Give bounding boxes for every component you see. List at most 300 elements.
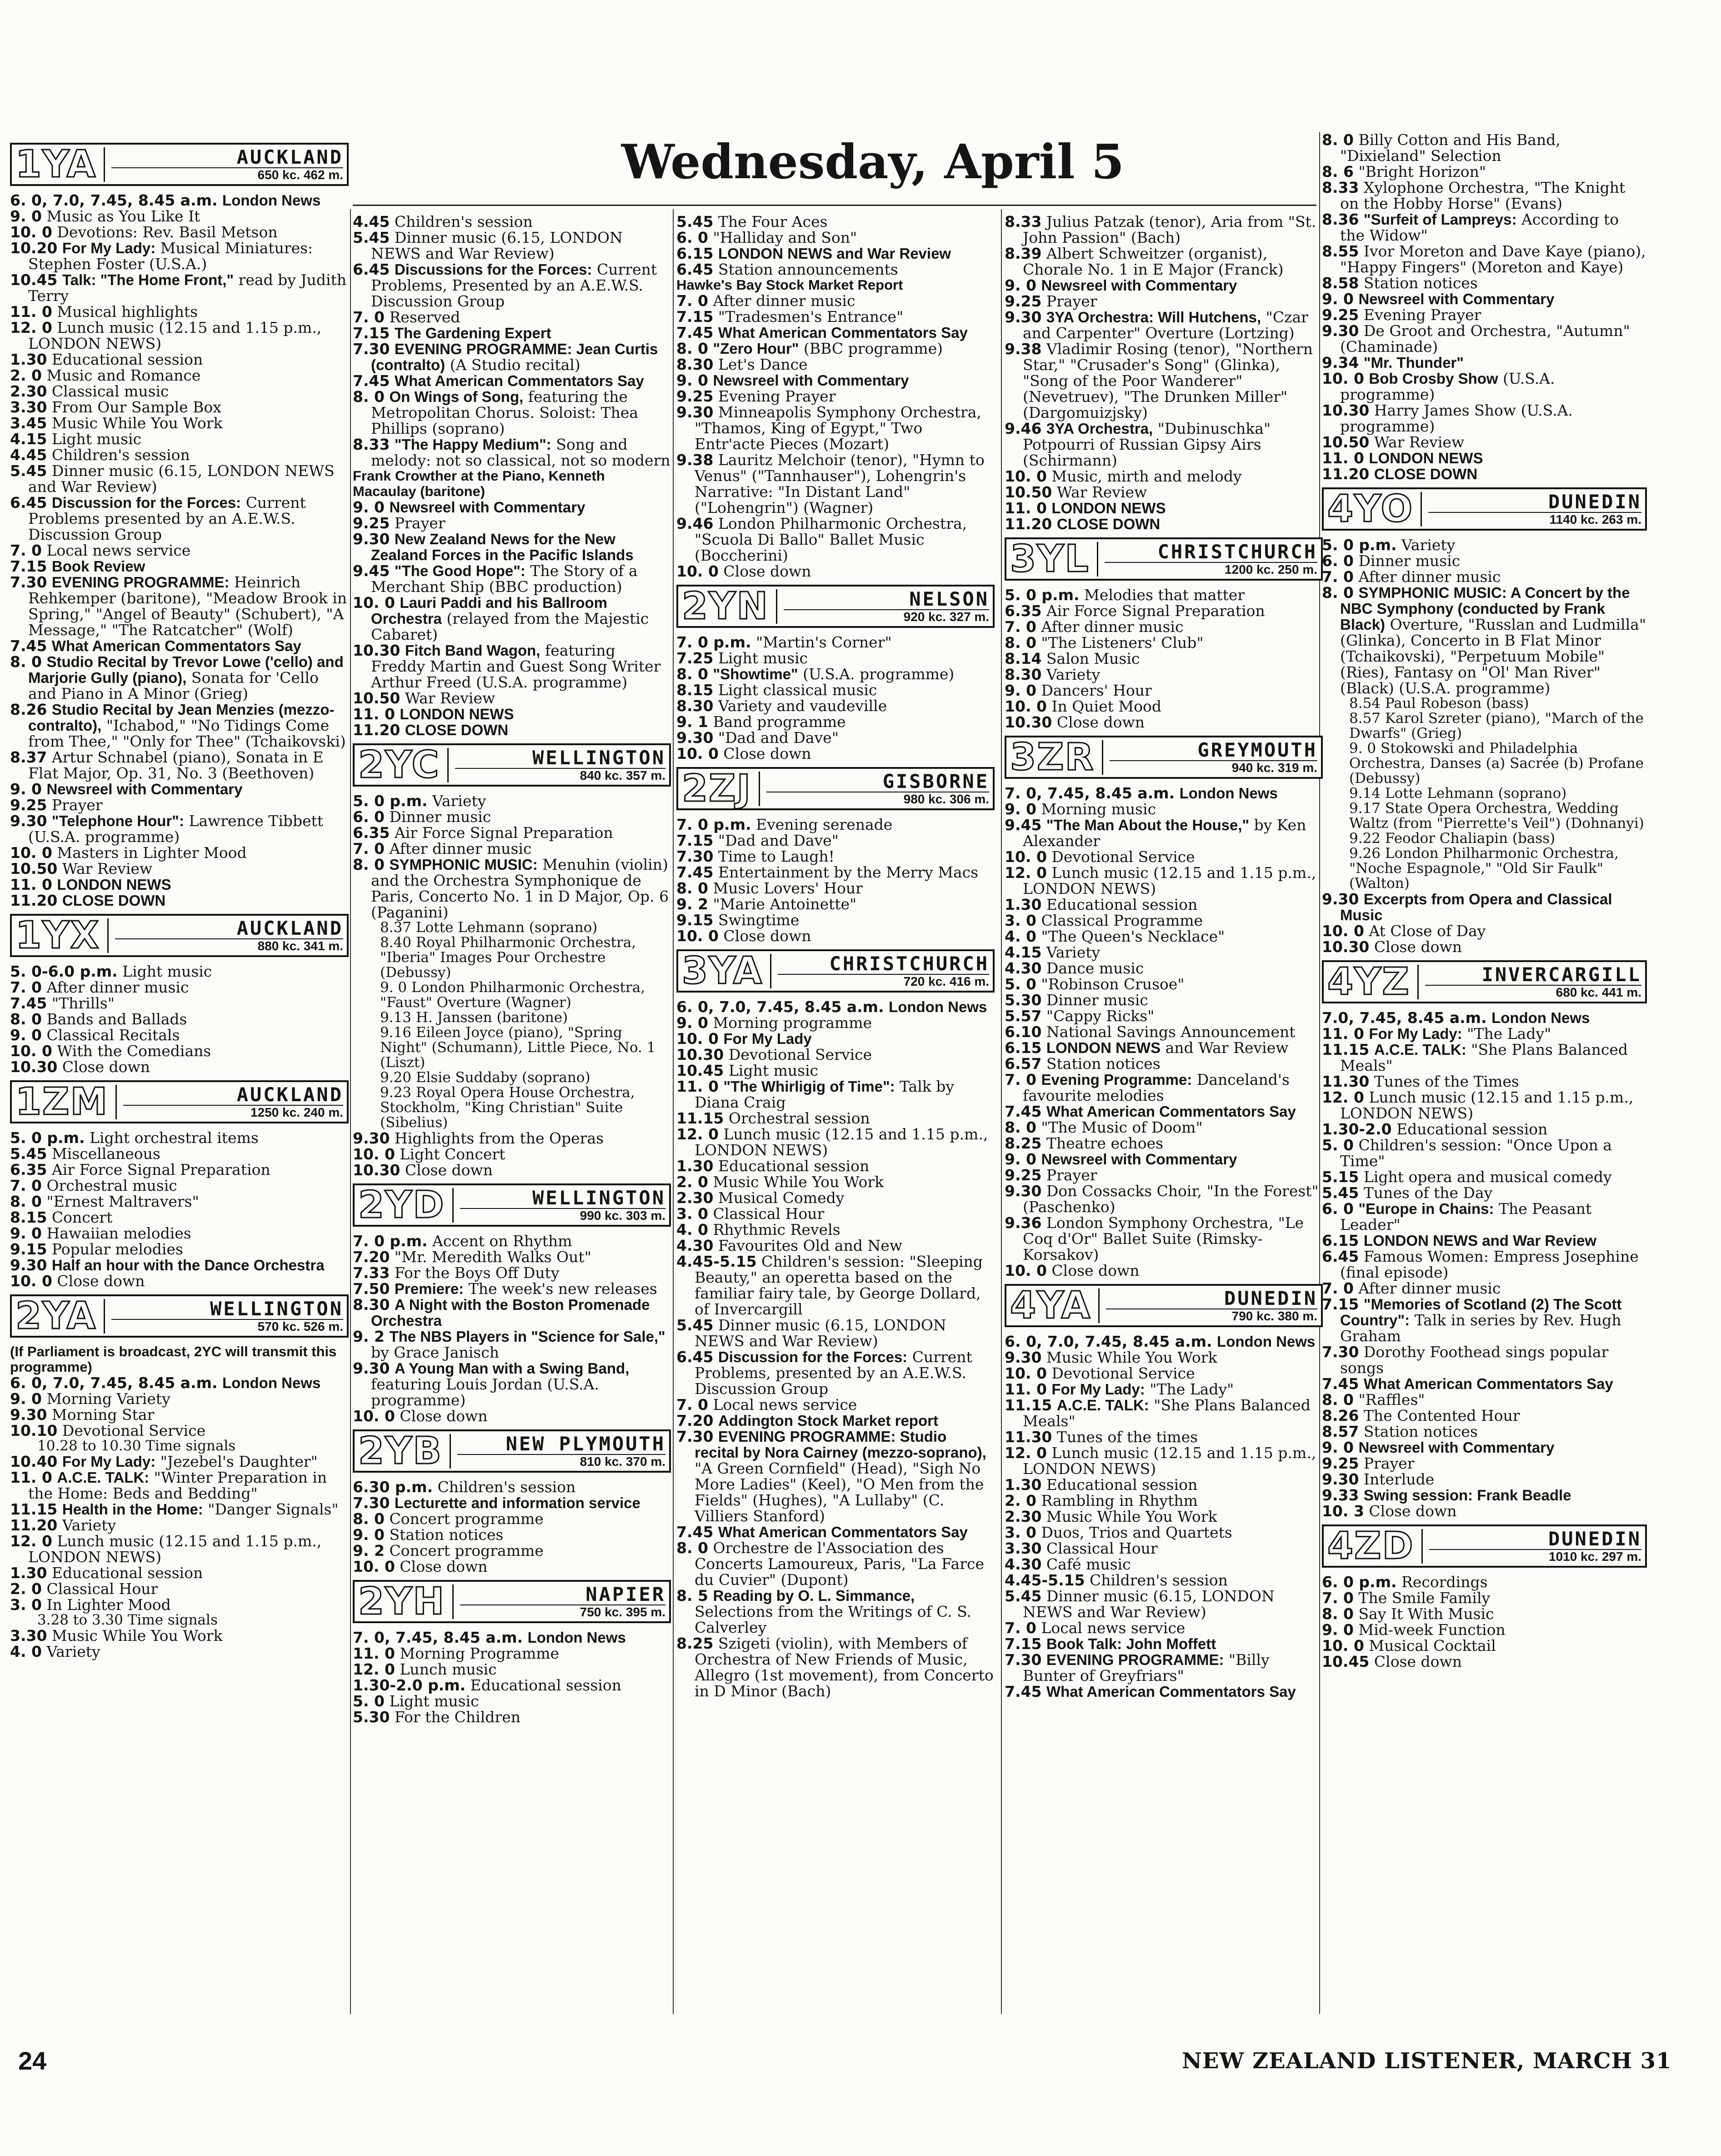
entry-highlight: "Telephone Hour": <box>51 812 184 829</box>
entry-text: "The Lady" <box>1150 1380 1234 1398</box>
station-info <box>104 1299 343 1334</box>
schedule-entry <box>1005 1445 1323 1477</box>
entry-time: 10.50 <box>353 689 400 707</box>
entry-highlight: LONDON NEWS <box>1051 500 1166 516</box>
entry-time: 9. 2 <box>353 1328 385 1345</box>
station-banner <box>353 743 671 787</box>
schedule-entry <box>10 781 349 797</box>
entry-text: Morning Star <box>51 1406 155 1424</box>
entry-time: 9.30 <box>353 530 390 548</box>
schedule-entry <box>1005 603 1323 619</box>
entry-highlight: What American Commentators Say <box>1046 1683 1296 1700</box>
schedule-entry <box>1005 635 1323 651</box>
schedule-entry <box>10 1146 349 1162</box>
entry-time: 7. 0 <box>1005 1071 1036 1088</box>
entry-text: Music Lovers' Hour <box>713 879 863 897</box>
entry-highlight: The Gardening Expert <box>394 325 551 341</box>
entry-text: Variety <box>432 792 486 810</box>
schedule-entry <box>1005 1493 1323 1509</box>
entry-time: 9.33 <box>1322 1486 1359 1504</box>
entry-time: 7.20 <box>353 1248 390 1266</box>
entry-highlight: London News <box>1491 1009 1590 1026</box>
entry-highlight: LONDON NEWS and War Review <box>718 245 951 262</box>
entry-highlight: EVENING PROGRAMME: Studio recital by Nora Cairney (mezzo-soprano), <box>695 1428 986 1461</box>
entry-time: 8. 0 <box>1005 634 1036 652</box>
entry-time: 9.46 <box>1005 420 1042 437</box>
schedule-subitem: 9.14 Lotte Lehmann (soprano) <box>1349 785 1567 802</box>
station-city: DUNEDIN <box>1224 1287 1317 1309</box>
entry-highlight: 3YA Orchestra, <box>1046 420 1153 437</box>
schedule-entry <box>353 261 671 309</box>
entry-time: 10.50 <box>10 860 58 877</box>
station-city: DUNEDIN <box>1548 1527 1641 1550</box>
station-info <box>1417 965 1641 999</box>
entry-time: 10. 0 <box>353 1558 395 1575</box>
schedule-subitem: 9.16 Eileen Joyce (piano), "Spring Night" (Schumann), Little Piece, No. 1 (Liszt) <box>380 1024 656 1071</box>
entry-time: 7. 0 p.m. <box>353 1232 428 1250</box>
entry-time: 7.45 <box>676 324 714 341</box>
entry-time: 9.36 <box>1005 1214 1042 1232</box>
schedule-entry <box>1005 682 1323 698</box>
entry-text: Educational session <box>1046 896 1198 913</box>
entry-time: 10. 0 <box>1322 922 1364 940</box>
entry-time: 1.30 <box>676 1157 714 1175</box>
station-info <box>770 954 989 988</box>
entry-text: Local news service <box>713 1396 857 1414</box>
entry-highlight: "Europe in Chains: <box>1358 1200 1494 1217</box>
entry-text: Overture, "Russlan and Ludmilla" (Glinka), Concerto in B Flat Minor (Tchaikovski), "Perpetuum Mobile" (Ries), Fantasy on "Ol' Man River" (Black) (U.S.A. programme) <box>1340 616 1646 697</box>
station-callsign: 1YX <box>15 913 100 957</box>
schedule-entry <box>1005 1381 1323 1397</box>
entry-time: 4.45-5.15 <box>1005 1571 1085 1589</box>
entry-text: "Mr. Meredith Walks Out" <box>394 1248 591 1266</box>
schedule-entry <box>1005 1103 1323 1119</box>
entry-time: 3. 0 <box>1005 1524 1036 1541</box>
schedule-entry <box>1322 164 1647 180</box>
schedule-entry <box>1005 500 1323 516</box>
entry-time: 10. 3 <box>1322 1502 1364 1520</box>
entry-time: 11.20 <box>10 892 58 909</box>
schedule-entry <box>353 1249 671 1265</box>
entry-text: "Danger Signals" <box>208 1500 339 1518</box>
entry-time: 4.30 <box>1005 1555 1042 1573</box>
station-banner <box>1005 537 1323 581</box>
entry-time: 10.50 <box>1005 483 1052 501</box>
entry-text: Recordings <box>1401 1573 1488 1591</box>
entry-highlight: For My Lady: <box>62 240 156 256</box>
entry-time: 6.15 <box>676 245 714 262</box>
entry-time: 5. 0 p.m. <box>1322 536 1397 554</box>
entry-time: 11. 0 <box>1005 1380 1047 1398</box>
entry-text: featuring Freddy Martin and Guest Song Writer Arthur Freed (U.S.A. programme) <box>371 642 661 691</box>
schedule-subitem: 9.17 State Opera Orchestra, Wedding Waltz (from "Pierrette's Veil") (Dohnanyi) <box>1349 800 1644 832</box>
schedule-entry <box>676 880 995 896</box>
schedule-entry <box>676 817 995 832</box>
entry-time: 7. 0 <box>353 308 385 326</box>
entry-time: 10. 0 <box>10 1272 52 1290</box>
entry-time: 5. 0 <box>353 1692 385 1710</box>
entry-time: 5.30 <box>1005 991 1042 1009</box>
entry-time: 8. 0 <box>1322 1391 1354 1409</box>
entry-time: 3.30 <box>10 1627 47 1645</box>
entry-time: 11.15 <box>1322 1041 1370 1058</box>
station-frequency: 680 kc. 441 m. <box>1425 985 1641 999</box>
schedule-entry <box>1322 1042 1647 1073</box>
header-rule <box>353 205 1316 206</box>
entry-time: 6.45 <box>1322 1248 1359 1265</box>
entry-text: Dinner music (6.15, LONDON NEWS and War Review) <box>28 462 335 496</box>
schedule-entry <box>353 690 671 706</box>
entry-time: 10. 0 <box>676 562 719 580</box>
entry-highlight: Bob Crosby Show <box>1369 370 1498 387</box>
entry-time: 10. 0 <box>1005 697 1047 715</box>
station-city: GISBORNE <box>882 770 989 792</box>
schedule-entry <box>1322 1503 1647 1519</box>
schedule-entry <box>1005 587 1323 603</box>
entry-time: 7.50 <box>353 1280 390 1298</box>
schedule-entry <box>10 1193 349 1209</box>
entry-text: After dinner music <box>46 978 189 996</box>
schedule-entry <box>1005 1540 1323 1556</box>
entry-text: Classical Hour <box>46 1580 158 1598</box>
schedule-entry <box>676 452 995 516</box>
entry-text: Music While You Work <box>1046 1349 1217 1366</box>
entry-text: With the Comedians <box>57 1042 211 1060</box>
schedule-entry <box>1322 1233 1647 1248</box>
schedule-entry <box>676 563 995 579</box>
entry-text: Ivor Moreton and Dave Kaye (piano), "Happy Fingers" (Moreton and Kaye) <box>1340 242 1646 276</box>
entry-time: 1.30-2.0 <box>1322 1120 1392 1138</box>
schedule-entry <box>1005 619 1323 635</box>
entry-text: Szigeti (violin), with Members of Orchestra of New Friends of Music, Allegro (1st movement), from Concerto in D Minor (Bach) <box>695 1635 994 1700</box>
schedule-entry <box>10 1257 349 1273</box>
schedule-entry <box>1005 1072 1323 1103</box>
entry-text: Time to Laugh! <box>718 847 835 865</box>
station-frequency: 840 kc. 357 m. <box>455 768 665 782</box>
entry-text: Variety <box>46 1643 100 1660</box>
schedule-entry <box>353 857 671 920</box>
entry-text: London Symphony Orchestra, "Le Coq d'Or" Ballet Suite (Rimsky-Korsakov) <box>1023 1214 1304 1264</box>
entry-text: After dinner music <box>1358 1279 1501 1297</box>
entry-text: Lunch music (12.15 and 1.15 p.m., LONDON NEWS) <box>28 1532 322 1566</box>
entry-text: In Quiet Mood <box>1051 697 1161 715</box>
schedule-entry <box>353 373 671 389</box>
entry-text: Devotional Service <box>728 1046 872 1063</box>
entry-time: 6.35 <box>353 824 390 842</box>
entry-time: 6.45 <box>10 494 47 511</box>
entry-time: 2.30 <box>676 1189 714 1207</box>
schedule-entry <box>10 1644 349 1660</box>
schedule-entry <box>10 861 349 877</box>
entry-time: 7.30 <box>10 573 47 591</box>
entry-text: "Halliday and Son" <box>713 229 857 246</box>
entry-text: "Raffles" <box>1358 1391 1425 1409</box>
entry-highlight: London News <box>1179 785 1278 802</box>
station-callsign: 3YA <box>682 949 763 993</box>
entry-text: Concert programme <box>389 1542 544 1559</box>
entry-text: Minneapolis Symphony Orchestra, "Thamos, King of Egypt," Two Entr'acte Pieces (Mozart) <box>695 403 981 453</box>
schedule-entry <box>353 309 671 325</box>
station-city: WELLINGTON <box>532 1186 665 1209</box>
schedule-subitem: 9.23 Royal Opera House Orchestra, Stockholm, "King Christian" Suite (Sibelius) <box>380 1084 635 1131</box>
schedule-entry <box>10 845 349 861</box>
entry-time: 7. 0 <box>1322 1279 1354 1297</box>
schedule-entry <box>676 999 995 1015</box>
entry-text: Heinrich Rehkemper (baritone), "Meadow Brook in Spring," "Angel of Beauty" (Schubert), "A Message," "The Ratcatcher" (Wolf) <box>28 573 347 639</box>
entry-time: 6. 0 p.m. <box>1322 1573 1397 1591</box>
entry-time: 7.15 <box>10 557 47 575</box>
schedule-entry <box>10 1178 349 1193</box>
entry-text: Morning Variety <box>46 1390 170 1408</box>
entry-time: 10. 0 <box>1005 1262 1047 1279</box>
entry-text: Light music <box>728 1062 819 1079</box>
entry-text: Reserved <box>389 308 460 326</box>
entry-text: Famous Women: Empress Josephine (final episode) <box>1340 1248 1639 1281</box>
entry-highlight: A Night with the Boston Promenade Orchestra <box>371 1296 650 1329</box>
schedule-entry <box>1005 944 1323 960</box>
entry-text: Classical Hour <box>713 1205 825 1223</box>
station-banner <box>1005 1284 1323 1327</box>
schedule-entry <box>10 877 349 892</box>
schedule-entry <box>676 1063 995 1078</box>
entry-text: Close down <box>723 562 811 580</box>
entry-time: 9. 0 <box>353 1526 385 1544</box>
entry-text: Say It With Music <box>1358 1605 1494 1623</box>
schedule-entry <box>1322 291 1647 307</box>
schedule-entry <box>10 1027 349 1043</box>
entry-highlight: London News <box>222 1374 321 1391</box>
entry-time: 6.45 <box>353 261 390 278</box>
schedule-entry <box>1322 1424 1647 1439</box>
entry-text: "Czar and Carpenter" Overture (Lortzing) <box>1023 308 1308 342</box>
entry-text: Devotions: Rev. Basil Metson <box>57 223 278 241</box>
entry-text: Variety <box>62 1516 116 1534</box>
entry-text: Talk in series by Rev. Hugh Graham <box>1340 1311 1621 1345</box>
entry-time: 9. 0 <box>1005 682 1036 699</box>
schedule-entry <box>1322 1654 1647 1670</box>
station-info <box>1421 492 1641 526</box>
station-banner <box>10 1294 349 1338</box>
entry-highlight: EVENING PROGRAMME: <box>1046 1651 1224 1668</box>
schedule-entry <box>1322 1280 1647 1296</box>
entry-time: 6.35 <box>1005 602 1042 620</box>
schedule-entry <box>676 1588 995 1635</box>
entry-text: Entertainment by the Merry Macs <box>718 863 979 881</box>
entry-text: (U.S.A. programme) <box>1340 370 1555 403</box>
entry-time: 8.37 <box>10 748 47 766</box>
entry-text: "Cappy Ricks" <box>1046 1007 1155 1025</box>
entry-time: 9.45 <box>1005 816 1042 834</box>
entry-text: Hawaiian melodies <box>46 1224 191 1242</box>
station-frequency: 1200 kc. 250 m. <box>1105 562 1317 577</box>
entry-text: "Tradesmen's Entrance" <box>718 308 904 326</box>
entry-time: 1.30 <box>10 351 47 368</box>
entry-time: 9. 0 <box>10 207 42 225</box>
schedule-entry <box>353 1233 671 1249</box>
schedule-entry <box>1322 923 1647 939</box>
schedule-entry <box>676 246 995 261</box>
entry-text: Lauritz Melchoir (tenor), "Hymn to Venus" ("Tannhauser"), Lohengrin's Narrative: "In Distant Land" ("Lohengrin") (Wagner) <box>695 451 985 516</box>
schedule-entry <box>676 1429 995 1524</box>
entry-time: 8. 0 <box>1322 131 1354 149</box>
entry-text: Lawrence Tibbett (U.S.A. programme) <box>28 812 324 846</box>
schedule-entry <box>353 1559 671 1574</box>
entry-time: 8. 0 <box>676 879 708 897</box>
entry-text: Devotional Service <box>1051 848 1195 866</box>
entry-text: Dinner music (6.15, LONDON NEWS and War Review) <box>695 1316 946 1350</box>
schedule-entry <box>1005 913 1323 928</box>
entry-time: 5.57 <box>1005 1007 1042 1025</box>
entry-text: "The Listeners' Club" <box>1041 634 1204 652</box>
schedule-entry <box>1005 992 1323 1008</box>
entry-text: Music While You Work <box>51 414 223 432</box>
entry-time: 8.33 <box>353 436 390 453</box>
entry-time: 9.30 <box>676 729 714 747</box>
entry-time: 11.30 <box>1005 1428 1052 1446</box>
entry-text: The Story of a Merchant Ship (BBC production) <box>371 562 638 596</box>
entry-time: 7. 0 <box>10 1177 42 1194</box>
entry-time: 10.30 <box>1322 938 1370 956</box>
schedule-entry <box>353 1543 671 1559</box>
entry-text: Educational session <box>51 351 203 368</box>
schedule-entry <box>676 1031 995 1047</box>
schedule-entry <box>353 499 671 515</box>
entry-text: "A Green Cornfield" (Head), "Sigh No More Ladies" (Keel), "O Men from the Fields" (Hughes), "A Lullaby" (C. Villiers Stanford) <box>695 1459 984 1525</box>
station-city: WELLINGTON <box>532 746 665 769</box>
entry-time: 6. 0, 7.0, 7.45, 8.45 a.m. <box>10 191 218 209</box>
schedule-entry <box>1005 897 1323 913</box>
column-4 <box>1005 214 1323 1700</box>
schedule-entry <box>676 325 995 341</box>
schedule-entry <box>10 542 349 558</box>
entry-text: Station announcements <box>718 261 898 278</box>
entry-text: Close down <box>57 1272 145 1290</box>
entry-text: Morning programme <box>713 1014 872 1032</box>
station-info <box>1102 740 1317 775</box>
entry-text: Lunch music (12.15 and 1.15 p.m., LONDON NEWS) <box>28 319 322 352</box>
schedule-entry <box>676 1413 995 1429</box>
entry-text: Station notices <box>1046 1055 1161 1073</box>
station-callsign: 3ZR <box>1010 735 1095 779</box>
schedule-entry <box>676 356 995 372</box>
schedule-entry <box>1005 1509 1323 1524</box>
schedule-entry <box>1322 1376 1647 1392</box>
schedule-entry <box>10 1501 349 1517</box>
entry-text: Prayer <box>1046 1166 1097 1184</box>
schedule-entry <box>1322 891 1647 923</box>
entry-time: 9. 0 <box>1322 1621 1354 1639</box>
entry-text: Billy Cotton and His Band, "Dixieland" Selection <box>1340 131 1561 165</box>
entry-time: 7.45 <box>353 372 390 390</box>
schedule-entry <box>353 1645 671 1661</box>
entry-highlight: "Mr. Thunder" <box>1363 354 1464 371</box>
entry-time: 4.15 <box>10 430 47 448</box>
entry-time: 9.30 <box>1005 1349 1042 1366</box>
entry-text: Lunch music (12.15 and 1.15 p.m., LONDON NEWS) <box>1023 864 1316 897</box>
entry-time: 9.25 <box>1322 1454 1359 1472</box>
entry-text: Variety and vaudeville <box>718 697 887 715</box>
entry-text: "Dad and Dave" <box>718 832 839 849</box>
entry-time: 7.30 <box>1005 1651 1042 1669</box>
schedule-entry <box>1322 1622 1647 1638</box>
station-info <box>452 1188 666 1223</box>
entry-text: Music While You Work <box>1046 1508 1217 1525</box>
station-city: NELSON <box>909 587 989 610</box>
entry-text: by Grace Janisch <box>371 1344 499 1361</box>
entry-time: 9.25 <box>353 514 390 532</box>
entry-time: 6. 0 <box>676 229 708 246</box>
entry-time: 9.25 <box>1322 306 1359 324</box>
schedule-subitem: 8.54 Paul Robeson (bass) <box>1349 695 1529 712</box>
schedule-entry <box>10 1565 349 1581</box>
schedule-entry <box>353 1511 671 1527</box>
station-city: NAPIER <box>585 1583 665 1605</box>
entry-text: Salon Music <box>1046 650 1140 667</box>
entry-text: Selections from the Writings of C. S. Calverley <box>695 1603 972 1636</box>
entry-time: 9.46 <box>676 515 714 532</box>
entry-text: War Review <box>405 689 495 707</box>
schedule-entry <box>676 1078 995 1110</box>
schedule-entry <box>1005 341 1323 421</box>
entry-text: "Dad and Dave" <box>718 729 839 747</box>
entry-text: Close down <box>723 927 811 945</box>
entry-text: Classical Programme <box>1041 912 1203 929</box>
entry-text: Music While You Work <box>713 1173 884 1191</box>
entry-text: Variety <box>1401 536 1456 554</box>
entry-text: Variety <box>1046 943 1101 961</box>
entry-highlight: Addington Stock Market report <box>718 1412 938 1429</box>
schedule-entry <box>676 698 995 714</box>
entry-text: Close down <box>723 745 811 762</box>
entry-text: Popular melodies <box>51 1240 183 1258</box>
schedule-entry <box>676 1015 995 1031</box>
entry-time: 8.36 <box>1322 211 1359 228</box>
entry-text: Music and Romance <box>46 366 201 384</box>
schedule-entry <box>353 1709 671 1725</box>
entry-highlight: CLOSE DOWN <box>1374 466 1478 482</box>
entry-highlight: Discussions for the Forces: <box>394 261 592 278</box>
schedule-entry <box>1005 801 1323 817</box>
entry-text: Music, mirth and melody <box>1051 467 1242 485</box>
entry-time: 11.30 <box>1322 1073 1370 1090</box>
entry-text: Children's session <box>1090 1571 1228 1589</box>
schedule-entry <box>1005 1215 1323 1263</box>
entry-highlight: London News <box>1217 1333 1316 1350</box>
entry-time: 6. 0, 7.0, 7.45, 8.45 a.m. <box>676 998 884 1016</box>
entry-text: Close down <box>1374 938 1462 956</box>
entry-text: War Review <box>1056 483 1147 501</box>
entry-text: According to the Widow" <box>1340 211 1619 244</box>
schedule-entry <box>1005 1684 1323 1700</box>
schedule-entry <box>676 746 995 762</box>
station-frequency: 790 kc. 380 m. <box>1106 1309 1317 1323</box>
entry-text: Variety <box>1046 666 1101 683</box>
schedule-subitem: 8.40 Royal Philharmonic Orchestra, "Iberia" Images Pour Orchestre (Debussy) <box>380 934 636 981</box>
schedule-entry <box>1322 450 1647 466</box>
entry-text: Children's session <box>437 1478 576 1496</box>
entry-time: 6. 0, 7.0, 7.45, 8.45 a.m. <box>10 1374 218 1392</box>
schedule-entry <box>1005 484 1323 500</box>
schedule-entry <box>10 1517 349 1533</box>
entry-time: 2. 0 <box>10 366 42 384</box>
entry-text: Music as You Like It <box>46 207 200 225</box>
entry-text: After dinner music <box>1358 568 1501 586</box>
entry-highlight: Newsreel with Commentary <box>1041 277 1237 294</box>
schedule-entry <box>10 415 349 431</box>
entry-text: "Martin's Corner" <box>756 633 892 651</box>
schedule-entry <box>10 1162 349 1178</box>
entry-highlight: Newsreel with Commentary <box>46 781 243 797</box>
